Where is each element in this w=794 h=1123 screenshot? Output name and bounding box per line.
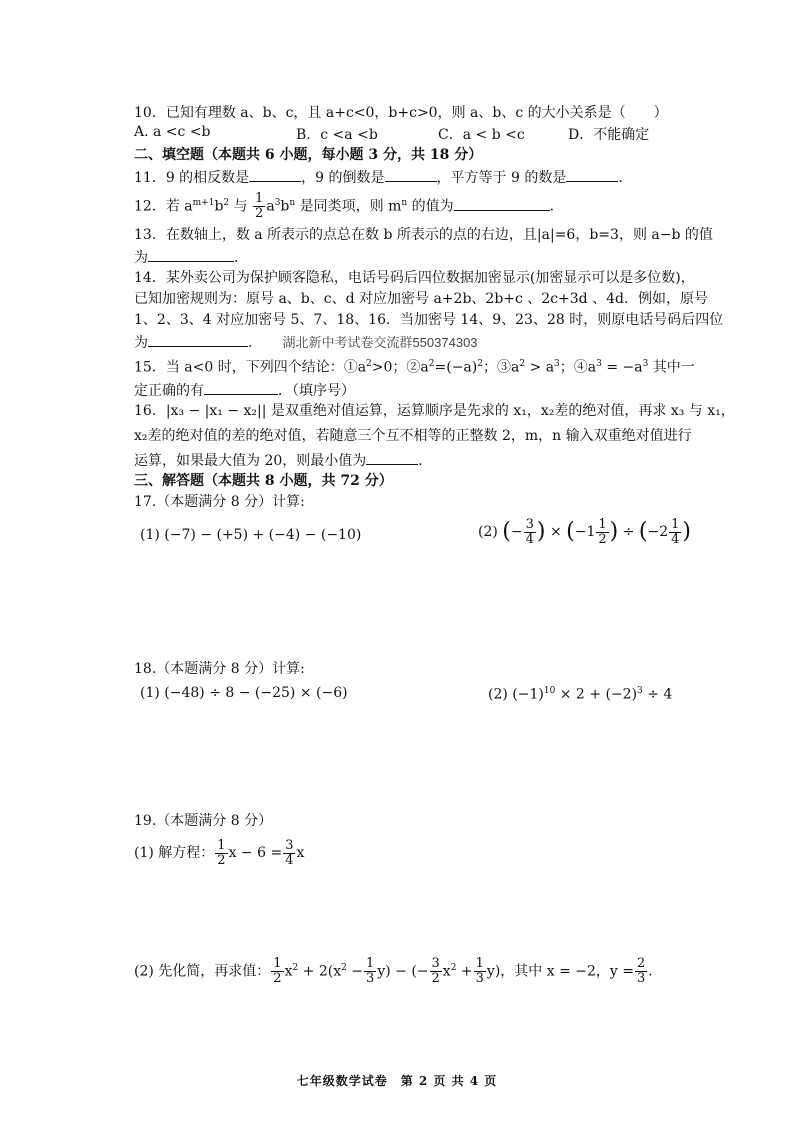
q12-fraction — [253, 192, 265, 221]
q19-fraction — [430, 957, 442, 986]
fraction-numerator: 2 — [636, 956, 646, 972]
q15-t: = −a — [601, 359, 643, 376]
answer-blank[interactable] — [148, 247, 234, 262]
watermark-text: 湖北新中考试卷交流群550374303 — [282, 335, 478, 350]
answer-blank[interactable] — [385, 167, 437, 182]
q17-sign: − — [510, 524, 523, 540]
q19-exp: 2 — [341, 963, 347, 973]
fraction-denominator: 4 — [285, 852, 294, 868]
q17-whole: −1 — [574, 524, 596, 540]
question-19-title: 19.（本题满分 8 分） — [134, 813, 273, 829]
q17-fraction-a — [524, 518, 536, 547]
q12-text-a: 12．若 a — [134, 198, 193, 215]
q19-t: x — [284, 963, 293, 980]
q12-exp-2: 2 — [223, 197, 230, 208]
question-18-title: 18.（本题满分 8 分）计算: — [134, 661, 305, 677]
q12-text-g: 的值为 — [407, 198, 454, 215]
q17-part-2 — [478, 512, 691, 552]
q19-fraction — [283, 839, 295, 868]
q17-p2-label: (2) — [478, 524, 498, 540]
q12-exp-4: n — [289, 197, 296, 208]
q19-fraction — [364, 957, 376, 986]
q17-fraction-b — [596, 518, 608, 547]
q19-t: x — [442, 963, 451, 980]
q12-exp-3: 3 — [274, 197, 281, 208]
q15-exp: 3 — [596, 359, 602, 369]
divide-sign: ÷ — [622, 524, 635, 540]
fraction-denominator: 2 — [431, 971, 440, 987]
fraction-denominator: 4 — [525, 531, 534, 547]
q17-part-1: (1) (−7) − (+5) + (−4) − (−10) — [140, 527, 362, 543]
question-10-stem: 10．已知有理数 a、b、c，且 a+c<0，b+c>0，则 a、b、c 的大小关系是（ ） — [134, 105, 668, 121]
fraction-numerator: 1 — [255, 191, 264, 206]
left-paren: ( — [638, 519, 648, 544]
section-3-title: 三、解答题（本题共 8 小题，共 72 分） — [134, 473, 393, 489]
q19-p1-label: (1) 解方程： — [134, 845, 215, 861]
fraction-numerator: 3 — [285, 837, 294, 853]
q19-t: y) − (− — [377, 963, 429, 980]
q18-part-1: (1) (−48) ÷ 8 − (−25) × (−6) — [140, 685, 348, 701]
answer-blank[interactable] — [204, 380, 278, 395]
q15-t: ；③a — [482, 359, 520, 376]
q19-exp: 2 — [292, 963, 299, 973]
fraction-numerator: 1 — [475, 956, 484, 972]
q15-exp: 2 — [366, 359, 372, 369]
q15-t: > a — [525, 359, 555, 376]
question-14-line-4 — [134, 332, 478, 352]
question-14-line-1: 14．某外卖公司为保护顾客隐私，电话号码后四位数据加密显示(加密显示可以是多位数)， — [134, 270, 695, 286]
q19-t: + — [456, 963, 473, 980]
q15-t: ；④a — [559, 359, 597, 376]
q18-part-2 — [488, 682, 672, 704]
fraction-numerator: 1 — [366, 956, 375, 972]
q17-whole: −2 — [647, 524, 669, 540]
q19-exp: 2 — [450, 963, 457, 973]
q15-text-a: 定正确的有 — [134, 383, 204, 399]
q19-end: . — [648, 963, 653, 980]
q18-t: (2) (−1) — [488, 686, 544, 703]
q19-p1-mid: x − 6 = — [228, 845, 283, 861]
q19-fraction — [215, 839, 227, 868]
fraction-denominator: 2 — [217, 852, 226, 868]
q11-part-c: ，平方等于 9 的数是 — [436, 170, 567, 186]
section-2-title: 二、填空题（本题共 6 小题，每小题 3 分，共 18 分） — [134, 147, 483, 163]
q15-exp: 2 — [428, 359, 435, 369]
right-paren: ) — [609, 519, 619, 544]
fraction-numerator: 1 — [273, 956, 282, 972]
q19-fraction — [635, 957, 647, 986]
question-16-line-3 — [134, 450, 432, 470]
q13-end: . — [234, 250, 239, 266]
q10-option-b: B．c <a <b — [296, 127, 378, 143]
q18-exp: 3 — [637, 686, 643, 696]
q19-t: y)，其中 x = −2，y = — [486, 963, 634, 980]
question-13-line-1: 13．在数轴上，数 a 所表示的点总在数 b 所表示的点的右边，且|a|=6，b=3，则 a−b 的值 — [134, 227, 713, 243]
right-paren: ) — [682, 519, 691, 544]
q16-text-b: ． — [418, 453, 433, 469]
q11-part-a: 11．9 的相反数是 — [134, 170, 250, 186]
q12-text-d: a — [266, 198, 275, 215]
answer-blank[interactable] — [249, 167, 301, 182]
q10-option-d: D．不能确定 — [568, 127, 650, 143]
question-17-title: 17.（本题满分 8 分）计算: — [134, 494, 305, 510]
q19-p1-end: x — [296, 845, 305, 861]
q12-exp-5: n — [401, 197, 408, 208]
answer-blank[interactable] — [366, 450, 418, 465]
fraction-numerator: 3 — [525, 516, 534, 532]
q12-text-b: b — [214, 198, 224, 215]
left-paren: ( — [566, 519, 575, 544]
q14-text-a: 为 — [134, 335, 148, 351]
q16-text-a: 运算，如果最大值为 20，则最小值为 — [134, 453, 367, 469]
q15-exp: 2 — [519, 359, 526, 369]
q16-abs-expression: |x₃ − |x₁ − x₂|| — [165, 403, 267, 419]
q10-option-c: C．a < b <c — [438, 127, 525, 143]
q10-option-a: A. a <c <b — [134, 124, 211, 140]
question-16-line-2: x₂差的绝对值的差的绝对值，若随意三个互不相等的正整数 2，m，n 输入双重绝对值进行 — [134, 428, 692, 444]
question-14-line-3: 1、2、3、4 对应加密号 5、7、18、16．当加密号 14、9、23、28 时，则原电话号码后四位 — [134, 312, 724, 328]
q15-t: 其中一 — [648, 359, 695, 376]
q15-text-b: ．（填序号） — [278, 383, 355, 399]
q15-t: 15．当 a<0 时，下列四个结论：①a — [134, 359, 367, 376]
question-16-line-1 — [134, 402, 735, 420]
question-15-line-2 — [134, 380, 355, 400]
fraction-numerator: 1 — [598, 516, 607, 532]
q18-t: ÷ 4 — [642, 686, 673, 703]
fraction-numerator: 1 — [671, 516, 680, 532]
q12-text-e: b — [280, 198, 290, 215]
fraction-numerator: 3 — [431, 956, 440, 972]
q19-part-2 — [134, 950, 653, 990]
left-paren: ( — [502, 519, 511, 544]
q12-text-c: 与 — [229, 198, 253, 215]
q19-fraction — [271, 957, 283, 986]
q11-part-b: ，9 的倒数是 — [301, 170, 385, 186]
q16-text: 是双重绝对值运算，运算顺序是先求的 x₁，x₂差的绝对值，再求 x₃ 与 x₁， — [266, 403, 735, 419]
question-11 — [134, 167, 623, 187]
q19-part-1 — [134, 835, 304, 871]
question-14-line-2: 已知加密规则为：原号 a、b、c、d 对应加密号 a+2b、2b+c 、2c+3d 、4d．例如，原号 — [134, 291, 708, 307]
answer-blank[interactable] — [566, 167, 618, 182]
fraction-denominator: 2 — [255, 206, 264, 221]
q19-fraction — [474, 957, 486, 986]
question-12 — [134, 192, 554, 221]
q18-exp: 10 — [543, 686, 556, 696]
q19-p2-label: (2) 先化简，再求值： — [134, 963, 271, 980]
q15-exp: 2 — [477, 359, 483, 369]
page-footer: 七年级数学试卷 第 2 页 共 4 页 — [296, 1074, 498, 1088]
answer-blank[interactable] — [148, 332, 248, 347]
times-sign: × — [549, 524, 562, 540]
q12-exp-1: m+1 — [192, 197, 215, 208]
q15-exp: 3 — [642, 359, 649, 369]
q18-t: × 2 + (−2) — [555, 686, 638, 703]
answer-blank[interactable] — [454, 196, 550, 211]
fraction-denominator: 2 — [598, 531, 607, 547]
q15-t: >0；②a — [371, 359, 429, 376]
question-13-line-2 — [134, 247, 238, 267]
q17-fraction-c — [669, 518, 681, 547]
right-paren: ) — [536, 519, 546, 544]
q15-exp: 3 — [554, 359, 560, 369]
fraction-denominator: 3 — [636, 971, 646, 987]
question-15-line-1 — [134, 355, 695, 377]
fraction-denominator: 3 — [475, 971, 484, 987]
q15-t: =(−a) — [434, 359, 478, 376]
fraction-denominator: 2 — [273, 971, 282, 987]
q14-text-b: ． — [248, 335, 262, 351]
fraction-numerator: 1 — [217, 837, 226, 853]
q13-text: 为 — [134, 250, 148, 266]
q19-t: − — [346, 963, 364, 980]
q19-t: + 2(x — [298, 963, 342, 980]
fraction-denominator: 3 — [366, 971, 375, 987]
q12-text-f: 是同类项，则 m — [295, 198, 402, 215]
fraction-denominator: 4 — [671, 531, 680, 547]
q12-end: . — [549, 198, 555, 215]
q16-num: 16． — [134, 403, 166, 419]
q11-end: . — [618, 170, 623, 186]
